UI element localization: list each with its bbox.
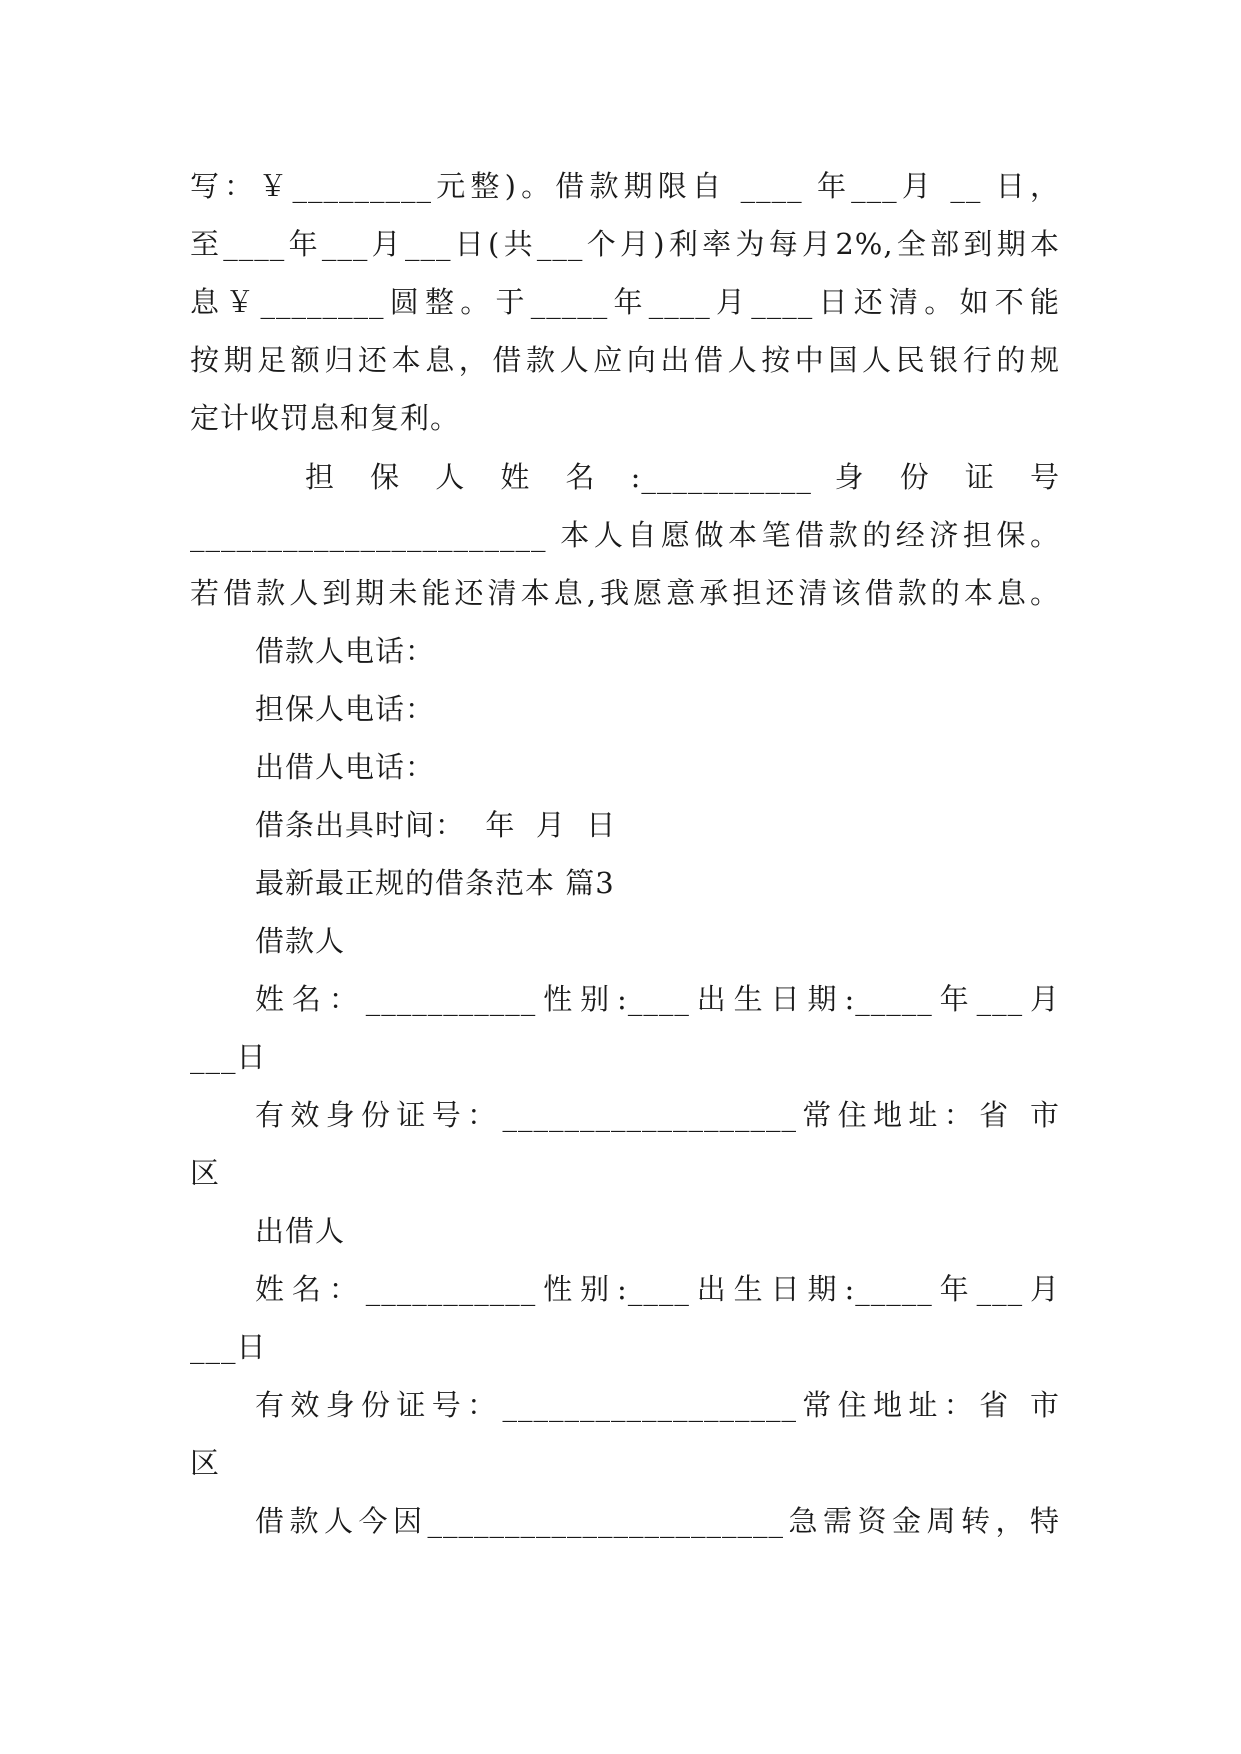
text-line: ___日 (190, 1040, 267, 1074)
text-line: 定计收罚息和复利。 (190, 401, 461, 435)
text-line: 写：￥_________元整)。借款期限自 ____ 年___月 __ 日， (190, 169, 1060, 203)
section-heading: 最新最正规的借条范本 篇3 (255, 866, 615, 900)
text-line: 区 (190, 1156, 221, 1190)
guarantor-id-line: _______________________ 本人自愿做本笔借款的经济担保。 (190, 518, 1060, 552)
borrower-phone-line: 借款人电话： (255, 634, 436, 668)
lender-info-line: 姓名：___________性别:____出生日期:_____年___月 (255, 1272, 1060, 1306)
loan-reason-line: 借款人今因_______________________急需资金周转，特 (255, 1504, 1060, 1538)
text-line: 按期足额归还本息，借款人应向出借人按中国人民银行的规 (190, 343, 1060, 377)
text-line: 区 (190, 1446, 221, 1480)
lender-id-line: 有效身份证号：___________________常住地址：省 市 (255, 1388, 1060, 1422)
guarantor-name-line: 担 保 人 姓 名 :___________ 身 份 证 号 (305, 460, 1060, 494)
borrower-info-line: 姓名：___________性别:____出生日期:_____年___月 (255, 982, 1060, 1016)
issue-date-line: 借条出具时间： 年 月 日 (255, 808, 617, 842)
lender-heading: 出借人 (255, 1214, 346, 1248)
guarantor-phone-line: 担保人电话： (255, 692, 436, 726)
text-line: ___日 (190, 1330, 267, 1364)
text-line: 至____年___月___日(共___个月)利率为每月2%,全部到期本 (190, 227, 1060, 261)
borrower-heading: 借款人 (255, 924, 346, 958)
lender-phone-line: 出借人电话： (255, 750, 436, 784)
text-line: 息￥________圆整。于_____年____月____日还清。如不能 (190, 285, 1060, 319)
borrower-id-line: 有效身份证号：___________________常住地址：省 市 (255, 1098, 1060, 1132)
text-line: 若借款人到期未能还清本息,我愿意承担还清该借款的本息。 (190, 576, 1060, 610)
